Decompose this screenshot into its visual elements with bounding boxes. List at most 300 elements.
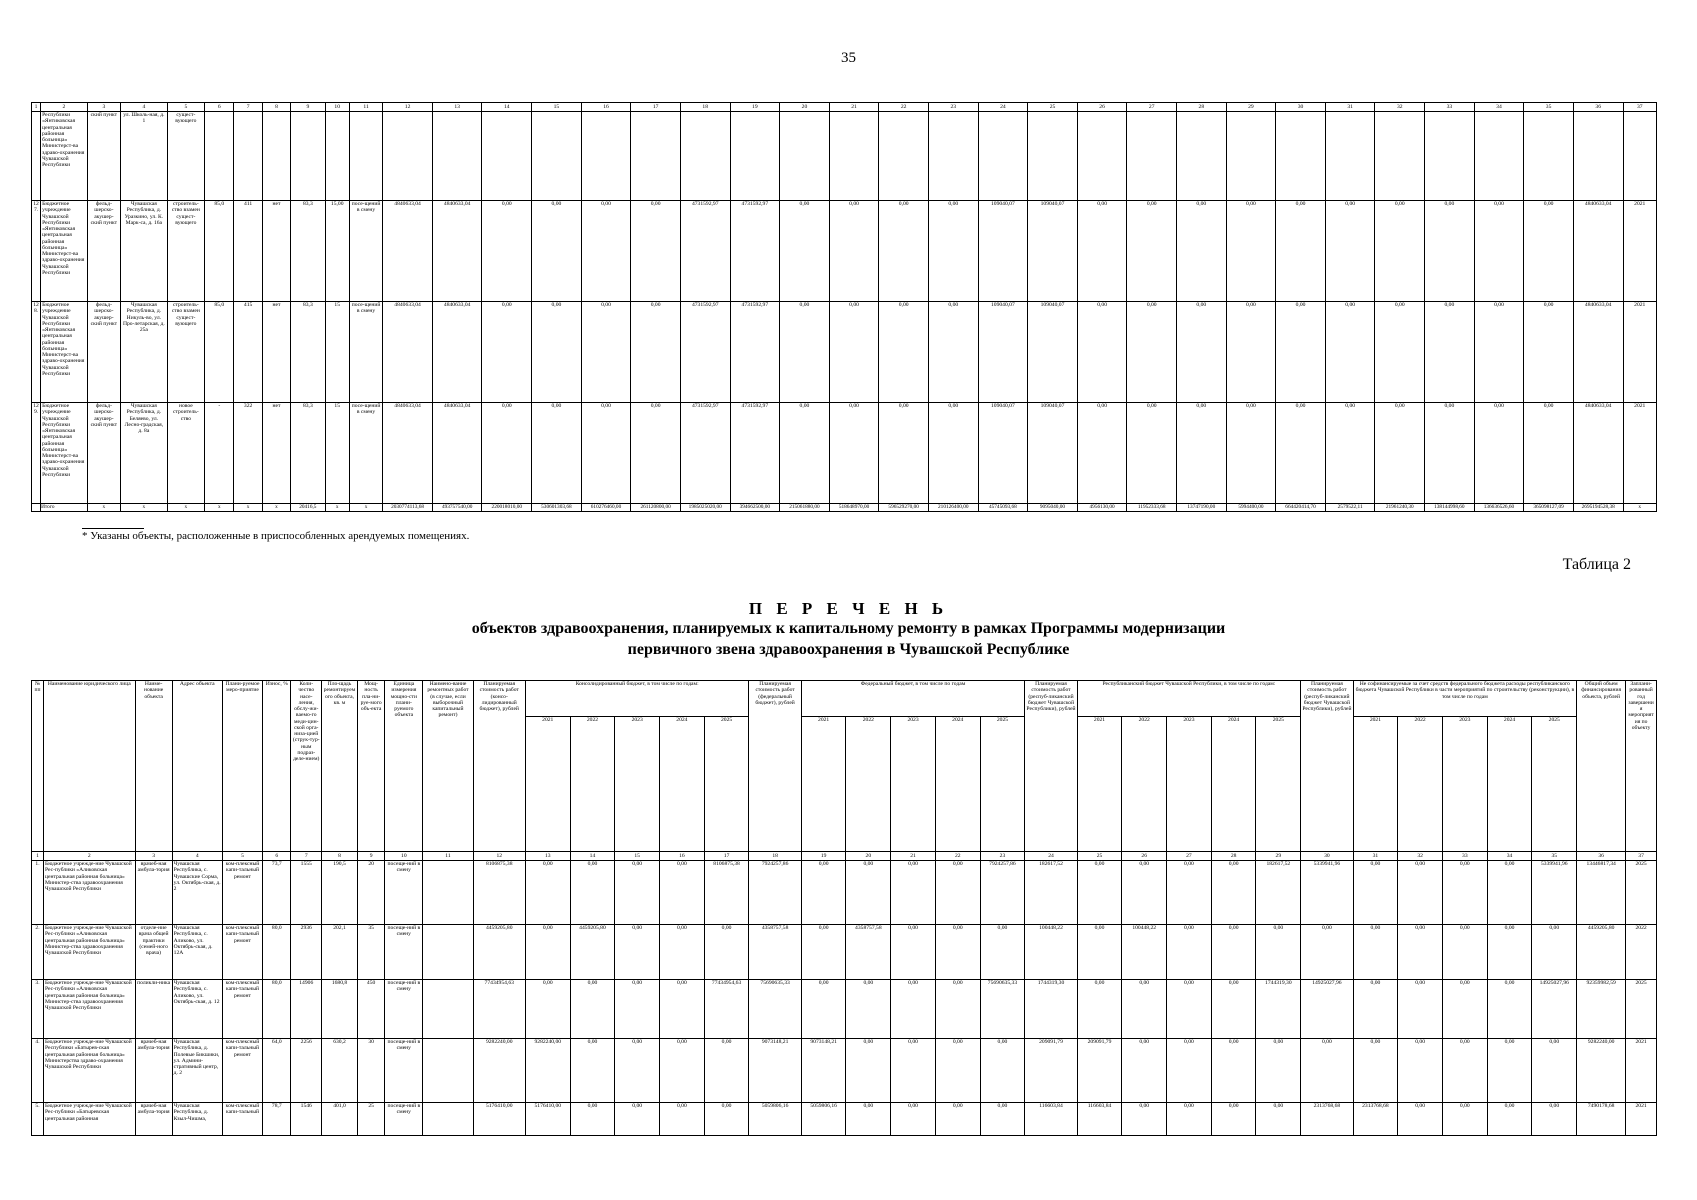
table-cell [1425, 112, 1475, 201]
table-cell: 100448,22 [1122, 925, 1167, 980]
year-header: 2022 [570, 717, 615, 852]
table-cell: 322 [234, 403, 262, 504]
heading-subtitle-line1: объектов здравоохранения, планируемых к капитальному ремонту в рамках Программы модернизации [471, 620, 1226, 637]
totals-cell: 215061880,00 [780, 504, 830, 512]
table-cell: 0,00 [1353, 925, 1398, 980]
table-cell: 20 [358, 861, 385, 925]
table-cell: 0,00 [1524, 201, 1574, 302]
totals-cell: 2579522,11 [1325, 504, 1375, 512]
table-cell: 0,00 [1211, 1103, 1256, 1136]
totals-cell: 493757540,00 [432, 504, 482, 512]
table-cell: 0,00 [1532, 1039, 1577, 1103]
column-number: 22 [879, 103, 929, 112]
table-cell: 0,00 [1077, 302, 1127, 403]
table-cell: ский пункт [87, 112, 120, 201]
table-cell [482, 112, 532, 201]
table-cell [631, 112, 681, 201]
totals-row [32, 504, 1657, 512]
table-cell: 4840633,04 [432, 201, 482, 302]
table-cell: Чувашская Республика, с. Аликово, ул. Октябрь-ская, д. 12А [172, 925, 222, 980]
column-number: 9 [358, 852, 385, 861]
table-cell: 0,00 [1122, 1103, 1167, 1136]
column-number: 20 [846, 852, 891, 861]
table-cell: 0,00 [1167, 1103, 1212, 1136]
table-cell: 83,3 [291, 302, 325, 403]
table-cell: 116603,84 [1077, 1103, 1122, 1136]
column-number: 19 [730, 103, 780, 112]
table-cell [829, 112, 879, 201]
table-cell: Чувашская Республика, д. Никуль-во, ул. Про-летарская, д. 25а [121, 302, 168, 403]
column-number: 7 [291, 852, 322, 861]
totals-cell: 20416,5 [291, 504, 325, 512]
table-cell: 0,00 [1375, 302, 1425, 403]
table-cell [1028, 112, 1078, 201]
table-cell [262, 112, 290, 201]
table-cell: врачеб-ная амбула-тория [135, 861, 172, 925]
table-cell: посе-щений в смену [349, 201, 382, 302]
table-cell [730, 112, 780, 201]
table-cell: 85,0 [205, 201, 234, 302]
table-cell: 73,7 [263, 861, 291, 925]
table-cell: 0,00 [631, 201, 681, 302]
column-number: 12 [473, 852, 525, 861]
table-cell: 0,00 [1524, 403, 1574, 504]
table-cell: 2021 [1623, 201, 1657, 302]
totals-cell: 13747190,00 [1177, 504, 1227, 512]
table-cell: 0,00 [660, 1039, 705, 1103]
column-number: 21 [829, 103, 879, 112]
table-cell: 0,00 [1226, 201, 1276, 302]
column-number: 35 [1524, 103, 1574, 112]
table-cell: 25 [358, 1103, 385, 1136]
table-cell: Бюджетное учрежде-ние Чувашской Республики «Батырев-ская центральная районная больница» Министерства здраво-охранения Чувашской Республики [43, 1039, 135, 1103]
column-number: 16 [660, 852, 705, 861]
table-cell: 0,00 [1487, 1103, 1532, 1136]
column-number: 10 [325, 103, 349, 112]
table-cell: 0,00 [1077, 201, 1127, 302]
table-cell: 0,00 [1177, 403, 1227, 504]
table-cell: Чувашская Республика, д. Кзыл-Чишма, [172, 1103, 222, 1136]
table-cell: 2256 [291, 1039, 322, 1103]
table-cell: 0,00 [615, 1103, 660, 1136]
table-cell: 85,0 [205, 302, 234, 403]
table-cell: 0,00 [780, 302, 830, 403]
column-number: 14 [482, 103, 532, 112]
table-cell: 1. [32, 861, 44, 925]
table-cell: 0,00 [660, 925, 705, 980]
table-cell: 13446817,34 [1577, 861, 1626, 925]
table-cell: Бюджетное учрежде-ние Чувашской Рес-публики «Аликовская центральная районная больница» Министер-ства здравоохранения Чувашской Республики [43, 980, 135, 1039]
table-cell: 8106875,38 [704, 861, 749, 925]
column-number: 7 [234, 103, 262, 112]
table-cell: - [205, 403, 234, 504]
table-cell: 30 [358, 1039, 385, 1103]
year-header: 2024 [935, 717, 980, 852]
column-number: 11 [349, 103, 382, 112]
totals-cell: x [234, 504, 262, 512]
table-cell [1524, 112, 1574, 201]
header-planned-measure: Плани-руемое меро-приятие [222, 681, 262, 852]
table-cell: 64,0 [263, 1039, 291, 1103]
header-consolidated-group: Консолидированный бюджет, в том числе по годам: [525, 681, 749, 717]
table-cell: Чувашская Республика, д. Полевые Бикшики, ул. Админи-стративный центр, д. 2 [172, 1039, 222, 1103]
table-cell: ком-плексный капи-тальный ремонт [222, 861, 262, 925]
column-number: 30 [1276, 103, 1326, 112]
table-cell: 127. [32, 201, 41, 302]
table-cell [1325, 112, 1375, 201]
table-cell [1226, 112, 1276, 201]
table-cell: 14925027,96 [1301, 980, 1353, 1039]
table-cell: 1680,8 [322, 980, 358, 1039]
table-cell: Бюджетное учрежде-ние Чувашской Рес-публики «Аликовская центральная районная больница» Министер-ства здравоохранения Чувашской Республики [43, 925, 135, 980]
year-header: 2022 [846, 717, 891, 852]
table-cell: 100448,22 [1025, 925, 1077, 980]
column-number: 23 [928, 103, 978, 112]
table-cell: посе-щений в смену [349, 302, 382, 403]
objects-table-continuation [31, 102, 1657, 512]
header-works-name: Наимено-вание ремонтных работ (в случае, если выборочный капитальный ремонт) [423, 681, 473, 852]
table-cell [423, 1103, 473, 1136]
table-cell: 0,00 [660, 980, 705, 1039]
table-cell [1127, 112, 1177, 201]
column-number: 18 [749, 852, 801, 861]
table-cell: 0,00 [581, 403, 631, 504]
table-cell: 109040,07 [1028, 302, 1078, 403]
totals-cell: 2030774113,68 [383, 504, 433, 512]
table-cell: 109040,07 [978, 403, 1028, 504]
table-cell: 0,00 [570, 980, 615, 1039]
table-row [32, 302, 1657, 403]
table-cell: 0,00 [1226, 302, 1276, 403]
year-header: 2025 [704, 717, 749, 852]
table-cell: 0,00 [1442, 925, 1487, 980]
totals-cell: 596529270,00 [879, 504, 929, 512]
table-cell: 4840633,04 [1573, 201, 1623, 302]
table-cell [1375, 112, 1425, 201]
table-cell: 2021 [1626, 1103, 1657, 1136]
table-cell: 0,00 [780, 201, 830, 302]
header-org: Наименование юридического лица [43, 681, 135, 852]
table-cell: 0,00 [532, 201, 582, 302]
column-number: 35 [1532, 852, 1577, 861]
table-cell: 0,00 [935, 1039, 980, 1103]
column-number: 28 [1211, 852, 1256, 861]
table-cell: 0,00 [570, 1039, 615, 1103]
totals-cell: 2695194528,38 [1573, 504, 1623, 512]
totals-cell: x [325, 504, 349, 512]
table-cell: ком-плексный капи-тальный ремонт [222, 1039, 262, 1103]
header-planned-cost-consolidated: Планируемая стоимость работ (консо-лидированный бюджет), рублей [473, 681, 525, 852]
table-cell: 0,00 [1487, 980, 1532, 1039]
column-number: 34 [1474, 103, 1524, 112]
column-number: 1 [32, 852, 44, 861]
column-number: 26 [1122, 852, 1167, 861]
table-cell: 0,00 [570, 861, 615, 925]
capital-repair-table [31, 680, 1657, 1136]
table-cell: 0,00 [891, 925, 936, 980]
column-number: 37 [1626, 852, 1657, 861]
table-cell: 0,00 [1177, 302, 1227, 403]
column-number: 34 [1487, 852, 1532, 861]
table-row [32, 1039, 1657, 1103]
table-cell: 0,00 [935, 925, 980, 980]
table-cell: 0,00 [1375, 201, 1425, 302]
totals-cell: x [349, 504, 382, 512]
header-area: Пло-щадь ремонтируемого объекта, кв. м [322, 681, 358, 852]
column-number: 27 [1167, 852, 1212, 861]
table-cell: 9073148,21 [749, 1039, 801, 1103]
table-cell: 0,00 [482, 302, 532, 403]
totals-cell [32, 504, 41, 512]
table-cell: 35 [358, 925, 385, 980]
totals-cell: x [167, 504, 204, 512]
table-cell: 0,00 [1375, 403, 1425, 504]
totals-cell: 610276460,00 [581, 504, 631, 512]
table-cell: 0,00 [1442, 861, 1487, 925]
table-cell: 209091,79 [1077, 1039, 1122, 1103]
column-number: 8 [262, 103, 290, 112]
table-cell: 0,00 [1276, 201, 1326, 302]
totals-cell: 11952333,68 [1127, 504, 1177, 512]
table-cell: 190,5 [322, 861, 358, 925]
table-cell: 80,0 [263, 925, 291, 980]
year-header: 2022 [1398, 717, 1443, 852]
column-number: 32 [1375, 103, 1425, 112]
table-cell [1474, 112, 1524, 201]
totals-cell: 9095040,00 [1028, 504, 1078, 512]
table-cell: посеще-ний в смену [385, 1103, 423, 1136]
table-cell: 9073148,21 [801, 1039, 846, 1103]
table-cell: 0,00 [1442, 1103, 1487, 1136]
table-cell: врачеб-ная амбула-тория [135, 1103, 172, 1136]
column-number: 32 [1398, 852, 1443, 861]
table-cell: 0,00 [1122, 861, 1167, 925]
column-number: 31 [1353, 852, 1398, 861]
table-cell: 9282240,00 [1577, 1039, 1626, 1103]
totals-cell: 138144998,60 [1425, 504, 1475, 512]
table-cell [205, 112, 234, 201]
totals-cell: x [205, 504, 234, 512]
table-cell: строитель-ство взамен сущест-вующего [167, 201, 204, 302]
table-cell: 0,00 [1442, 1039, 1487, 1103]
table-cell: 109040,07 [978, 302, 1028, 403]
column-number-row [32, 103, 1657, 112]
table-cell [423, 1039, 473, 1103]
table-cell: 4731592,97 [680, 302, 730, 403]
table-cell: 0,00 [482, 201, 532, 302]
table-cell: 0,00 [980, 1103, 1025, 1136]
header-capacity-unit: Единица измерения мощно-сти плани-руемого объекта [385, 681, 423, 852]
table-cell: 0,00 [1077, 925, 1122, 980]
table-cell: 0,00 [1256, 925, 1301, 980]
table-cell: 0,00 [829, 302, 879, 403]
heading-title: П Е Р Е Ч Е Н Ь [748, 599, 949, 618]
table-row [32, 861, 1657, 925]
table-cell: 4840633,04 [432, 403, 482, 504]
table-cell: 78,7 [263, 1103, 291, 1136]
table-cell: 15 [325, 302, 349, 403]
table-cell: отделе-ние врача общей практики (семей-ного врача) [135, 925, 172, 980]
totals-cell: 4956130,00 [1077, 504, 1127, 512]
table-cell: 0,00 [1474, 302, 1524, 403]
totals-cell: 5994400,00 [1226, 504, 1276, 512]
table-cell: 0,00 [1077, 980, 1122, 1039]
year-header: 2021 [1353, 717, 1398, 852]
table-cell: 0,00 [879, 201, 929, 302]
table-cell: 0,00 [615, 980, 660, 1039]
column-number: 25 [1077, 852, 1122, 861]
table-cell: 2313768,68 [1353, 1103, 1398, 1136]
column-number: 15 [615, 852, 660, 861]
table-cell: 1744319,30 [1256, 980, 1301, 1039]
table-cell: 0,00 [631, 302, 681, 403]
table-cell: фельд-шерско-акушер-ский пункт [87, 403, 120, 504]
header-address: Адрес объекта [172, 681, 222, 852]
table-cell: 0,00 [1425, 201, 1475, 302]
table-cell [291, 112, 325, 201]
table-cell: 0,00 [1276, 403, 1326, 504]
table-cell [1573, 112, 1623, 201]
table-cell: 5339941,96 [1532, 861, 1577, 925]
header-num: № пп [32, 681, 44, 852]
column-number: 2 [41, 103, 88, 112]
table-cell: 0,00 [1167, 861, 1212, 925]
table-cell: 0,00 [846, 1039, 891, 1103]
table-cell: 0,00 [704, 1103, 749, 1136]
table-cell: 0,00 [1211, 861, 1256, 925]
table-cell: 0,00 [935, 980, 980, 1039]
table-cell: 4. [32, 1039, 44, 1103]
table-cell: 0,00 [780, 403, 830, 504]
table-cell: 2021 [1623, 403, 1657, 504]
totals-cell: 136636526,60 [1474, 504, 1524, 512]
table-cell: 2936 [291, 925, 322, 980]
header-planned-cost-republic: Планируемая стоимость работ (респуб-ликанский бюджет Чувашской Республики), рублей [1025, 681, 1077, 852]
year-header: 2024 [660, 717, 705, 852]
column-number: 28 [1177, 103, 1227, 112]
table-cell: Чувашская Республика, д. Беляево, ул. Лесно-градская, д. 8а [121, 403, 168, 504]
column-number: 8 [322, 852, 358, 861]
column-number: 10 [385, 852, 423, 861]
column-number-row [32, 852, 1657, 861]
table-cell: 0,00 [1256, 1103, 1301, 1136]
table-cell [432, 112, 482, 201]
column-number: 4 [121, 103, 168, 112]
table-cell: 0,00 [1325, 201, 1375, 302]
table-cell: Чувашская Республика, с. Чувашские Сорма, ул. Октябрь-ская, д. 2 [172, 861, 222, 925]
table-cell: 0,00 [704, 1039, 749, 1103]
table-cell: Бюджетное учрежде-ние Чувашской Рес-публики «Батыревская центральная районная [43, 1103, 135, 1136]
table-cell: 182617,52 [1025, 861, 1077, 925]
table-cell: 0,00 [1077, 403, 1127, 504]
column-number: 25 [1028, 103, 1078, 112]
table-cell: 0,00 [581, 302, 631, 403]
table-cell [780, 112, 830, 201]
table-cell: нет [262, 403, 290, 504]
table-cell: 411 [234, 201, 262, 302]
totals-cell: x [121, 504, 168, 512]
totals-cell: x [262, 504, 290, 512]
table-cell: Чувашская Республика, с. Аликово, ул. Октябрь-ская, д. 12 [172, 980, 222, 1039]
table-cell: 0,00 [1398, 925, 1443, 980]
table-cell: 2313768,68 [1301, 1103, 1353, 1136]
table-cell: 4459205,80 [1577, 925, 1626, 980]
totals-cell: 664420414,70 [1276, 504, 1326, 512]
table-cell: Бюджетное учреждение Чувашской Республики «Янтиковская центральная районная больница» Министерст-ва здраво-охранения Чувашской Республики [41, 201, 88, 302]
table-cell [532, 112, 582, 201]
table-row [32, 980, 1657, 1039]
header-republic-group: Республиканский бюджет Чувашской Республики, в том числе по годам: [1077, 681, 1301, 717]
column-number: 14 [570, 852, 615, 861]
table-cell: 75690635,33 [980, 980, 1025, 1039]
table-cell: 14906 [291, 980, 322, 1039]
year-header: 2023 [891, 717, 936, 852]
table-cell: 8106875,38 [473, 861, 525, 925]
column-number: 11 [423, 852, 473, 861]
table-cell: 4731592,97 [730, 403, 780, 504]
year-header: 2022 [1122, 717, 1167, 852]
table-cell: 83,3 [291, 403, 325, 504]
table-cell: 5176410,00 [525, 1103, 570, 1136]
year-header: 2024 [1211, 717, 1256, 852]
table-cell: 5339941,96 [1301, 861, 1353, 925]
column-number: 9 [291, 103, 325, 112]
totals-cell: 530601303,68 [532, 504, 582, 512]
column-number: 3 [135, 852, 172, 861]
table-cell: 0,00 [980, 1039, 1025, 1103]
column-number: 29 [1256, 852, 1301, 861]
table-cell: фельд-шерско-акушер-ский пункт [87, 201, 120, 302]
table-cell: 0,00 [1127, 403, 1177, 504]
totals-cell: x [87, 504, 120, 512]
table-cell: 0,00 [891, 1039, 936, 1103]
table-cell: 7924257,86 [749, 861, 801, 925]
table-cell: 4840633,04 [383, 403, 433, 504]
column-number: 13 [432, 103, 482, 112]
table-cell: Бюджетное учреждение Чувашской Республики «Янтиковская центральная районная больница» Министерст-ва здраво-охранения Чувашской Республики [41, 302, 88, 403]
table-cell [325, 112, 349, 201]
column-number: 6 [263, 852, 291, 861]
column-number: 26 [1077, 103, 1127, 112]
header-planned-cost-federal: Планируемая стоимость работ (федеральный бюджет), рублей [749, 681, 801, 852]
header-population: Коли-чество насе-ления, обслу-жи-ваемо-го меди-цин-ской орга-низа-цией (струк-тур-ным подраз-деле-нием) [291, 681, 322, 852]
table-cell [879, 112, 929, 201]
column-number: 16 [581, 103, 631, 112]
table-cell: ком-плексный капи-тальный ремонт [222, 980, 262, 1039]
table-cell: 0,00 [801, 980, 846, 1039]
table-cell: 0,00 [846, 861, 891, 925]
table-cell: 5059806,16 [801, 1103, 846, 1136]
table-cell: 2021 [1623, 302, 1657, 403]
table-cell [423, 861, 473, 925]
column-number: 18 [680, 103, 730, 112]
totals-cell: x [1623, 504, 1657, 512]
table-cell: фельд-шерско-акушер-ский пункт [87, 302, 120, 403]
table-cell: 0,00 [1167, 1039, 1212, 1103]
table-cell: 5059806,16 [749, 1103, 801, 1136]
table-cell: 77434954,63 [704, 980, 749, 1039]
column-number: 23 [980, 852, 1025, 861]
year-header: 2025 [1256, 717, 1301, 852]
table-cell: 4840633,04 [1573, 403, 1623, 504]
table-cell: 0,00 [1301, 1039, 1353, 1103]
table-cell: 0,00 [1487, 1039, 1532, 1103]
column-number: 19 [801, 852, 846, 861]
totals-cell: 394662500,00 [730, 504, 780, 512]
table-cell: 0,00 [879, 302, 929, 403]
table-cell: 4731592,97 [730, 201, 780, 302]
table-cell: 4731592,97 [730, 302, 780, 403]
